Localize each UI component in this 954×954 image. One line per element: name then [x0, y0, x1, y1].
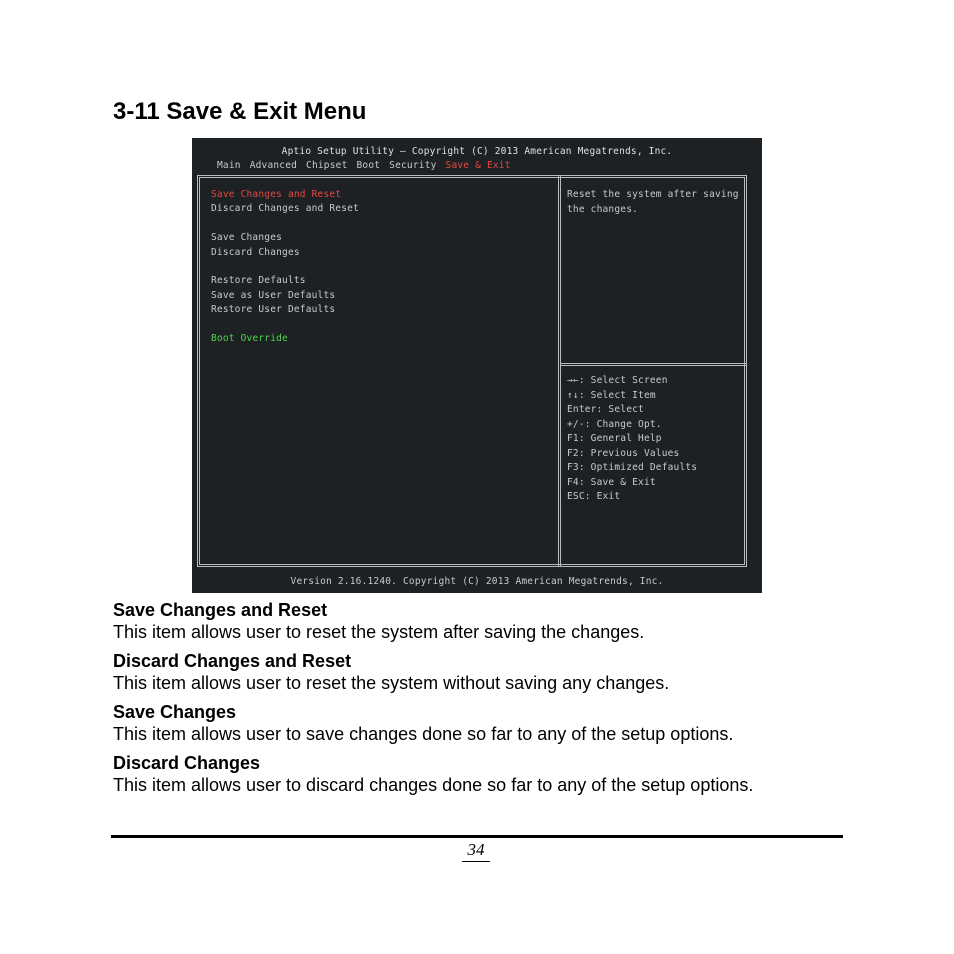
tab-boot[interactable]: Boot	[356, 160, 381, 171]
bios-screenshot	[192, 138, 762, 593]
bios-tab-bar	[217, 160, 511, 171]
description-text: This item allows user to reset the system without saving any changes.	[113, 673, 670, 693]
description-text: This item allows user to reset the system after saving the changes.	[113, 622, 645, 642]
menu-item-restore-defaults[interactable]: Restore Defaults	[211, 275, 306, 287]
menu-item-save-changes[interactable]: Save Changes	[211, 232, 283, 244]
tab-save-exit[interactable]: Save & Exit	[445, 160, 511, 171]
key-select-item: ↑↓: Select Item	[567, 389, 656, 401]
description-heading: Discard Changes and Reset	[113, 651, 352, 671]
description-heading: Discard Changes	[113, 753, 261, 773]
description-save-changes	[113, 702, 733, 745]
section-title: 3-11 Save & Exit Menu	[113, 98, 367, 125]
bios-footer: Version 2.16.1240. Copyright (C) 2013 American Megatrends, Inc.	[290, 576, 664, 587]
menu-item-restore-user-defaults[interactable]: Restore User Defaults	[211, 304, 336, 316]
description-discard-changes	[113, 753, 753, 796]
key-select-screen: →←: Select Screen	[567, 375, 668, 386]
bios-menu	[211, 188, 359, 346]
description-text: This item allows user to discard changes done so far to any of the setup options.	[113, 775, 754, 795]
key-general-help: F1: General Help	[567, 433, 662, 444]
bios-key-legend	[567, 374, 697, 505]
menu-item-save-user-defaults[interactable]: Save as User Defaults	[211, 289, 336, 301]
description-save-changes-and-reset	[113, 600, 644, 643]
tab-security[interactable]: Security	[389, 160, 437, 171]
description-heading: Save Changes and Reset	[113, 600, 328, 620]
page-number: 34	[462, 840, 490, 862]
menu-item-boot-override[interactable]: Boot Override	[211, 332, 288, 344]
description-heading: Save Changes	[113, 702, 237, 722]
description-discard-changes-and-reset	[113, 651, 669, 694]
key-save-exit: F4: Save & Exit	[567, 476, 656, 488]
bios-title: Aptio Setup Utility – Copyright (C) 2013 American Megatrends, Inc.	[281, 146, 673, 157]
key-enter-select: Enter: Select	[567, 404, 644, 415]
menu-spacer	[211, 260, 359, 274]
key-change-opt: +/-: Change Opt.	[567, 418, 662, 430]
bios-help-text: Reset the system after saving the changes.	[567, 189, 739, 215]
tab-advanced[interactable]: Advanced	[249, 160, 298, 171]
menu-item-discard-changes-and-reset[interactable]: Discard Changes and Reset	[211, 203, 359, 215]
menu-spacer	[211, 217, 359, 231]
key-previous-values: F2: Previous Values	[567, 447, 680, 459]
key-optimized-defaults: F3: Optimized Defaults	[567, 462, 698, 473]
tab-chipset[interactable]: Chipset	[306, 160, 348, 171]
menu-item-save-changes-and-reset[interactable]: Save Changes and Reset	[211, 189, 342, 200]
key-esc-exit: ESC: Exit	[567, 491, 621, 502]
menu-spacer	[211, 318, 359, 332]
menu-item-discard-changes[interactable]: Discard Changes	[211, 246, 300, 258]
footer-rule	[111, 835, 843, 838]
bios-divider-vertical	[558, 175, 561, 567]
bios-divider-horizontal	[560, 363, 747, 366]
description-text: This item allows user to save changes done so far to any of the setup options.	[113, 724, 734, 744]
tab-main[interactable]: Main	[217, 160, 241, 171]
